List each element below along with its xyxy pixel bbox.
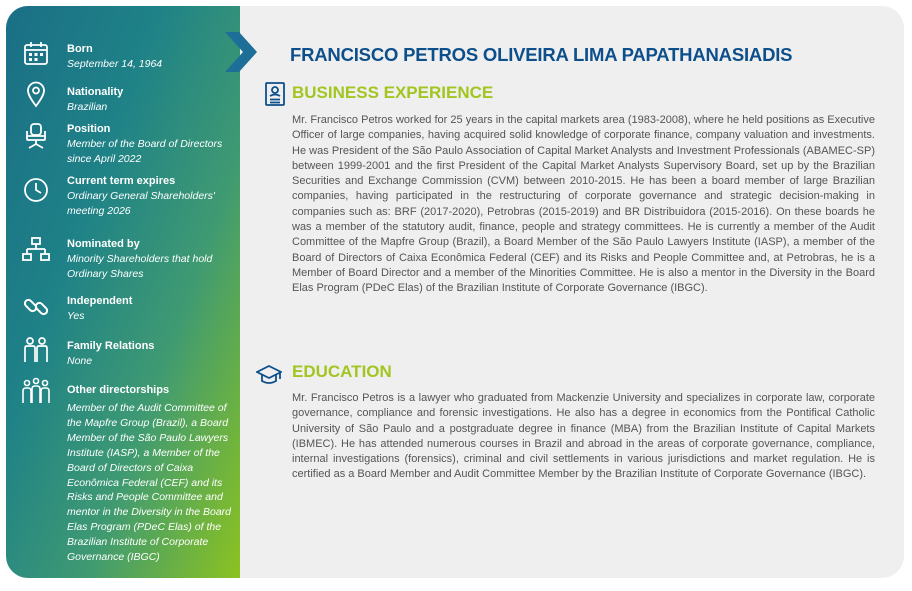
location-pin-icon bbox=[22, 80, 50, 108]
org-chart-icon bbox=[22, 236, 50, 264]
group-icon bbox=[22, 377, 50, 405]
born-value: September 14, 1964 bbox=[67, 58, 163, 70]
term-value: Ordinary General Shareholders' meeting 2026 bbox=[67, 190, 215, 217]
education-section-title: EDUCATION bbox=[292, 362, 392, 381]
business-section-title: BUSINESS EXPERIENCE bbox=[292, 83, 494, 102]
profile-main bbox=[246, 6, 896, 578]
position-value: Member of the Board of Directors since April 2022 bbox=[67, 138, 223, 165]
directorships-value: Member of the Audit Committee of the Mapfre Group (Brazil), a Board Member of the São Paulo Lawyers Institute (IASP), a Member of the Board of Directors of Caixa Econômica Federal (CEF) and its Risks and People Committee and mentor in the Diversity in the Board Elas Program (PDeC Elas) of the Brazilian Institute of Corporate Governance (IBGC) bbox=[67, 402, 231, 564]
born-label: Born bbox=[67, 43, 93, 55]
independent-value: Yes bbox=[67, 310, 85, 322]
people-pair-icon bbox=[22, 336, 50, 364]
link-icon bbox=[22, 293, 50, 321]
nominated-value: Minority Shareholders that hold Ordinary Shares bbox=[67, 253, 213, 280]
education-section-text: Mr. Francisco Petros is a lawyer who graduated from Mackenzie University and specializes in corporate law, corporate governance, compliance and forensic investigations. He also has a degree in economics from the Pontifical Catholic University of São Paulo and a postgraduate degree in finance (MBA) from the Brazilian Institute of Capital Markets (IBMEC). He has attended numerous courses in Brazil and abroad in the areas of corporate governance, compliance, internal investigations (forensics), criminal and civil settlements in various jurisdictions and market regulation. He is certified as a Board Member and Audit Committee Member by the Brazilian Institute of Corporate Governance (IBGC). bbox=[292, 392, 875, 481]
chair-icon bbox=[22, 122, 50, 150]
profile-card bbox=[6, 6, 904, 578]
directorships-label: Other directorships bbox=[67, 384, 170, 396]
graduation-cap-icon bbox=[256, 362, 282, 388]
nationality-value: Brazilian bbox=[67, 101, 108, 113]
position-label: Position bbox=[67, 123, 111, 135]
nationality-label: Nationality bbox=[67, 86, 124, 98]
term-label: Current term expires bbox=[67, 175, 176, 187]
profile-sidebar bbox=[6, 6, 240, 578]
business-section-text: Mr. Francisco Petros worked for 25 years in the capital markets area (1983-2008), where he held positions as Executive Officer of large companies, having acquired solid knowledge of corporate finance, company valuation and investments. He was President of the São Paulo Association of Capital Market Analysts and Investment Professionals (ABAMEC-SP) between 1999-2001 and the first President of the Capital Market Analysts Supervisory Board, set up by the Brazilian Securities and Exchange Commission (CVM) between 2010-2015. He has been a board member of large Brazilian companies, having participated in the restructuring of corporate governance and strategic decision-making in companies such as: BRF (2017-2020), Petrobras (2015-2019) and BR Distribuidora (2015-2016). On these boards he was a member of the statutory audit, finance, people and strategy committees. He is currently a member of the Audit Committee of the Mapfre Group (Brazil), a Board Member of the São Paulo Lawyers Institute (IASP), a member of the Board of Directors of Caixa Econômica Federal (CEF) and its Risks and People Committee and, at Petrobras, he is a Member of Board Director and a member of the Minorities Committee. He is also a mentor in the Diversity in the Board Elas Program (PDeC Elas) of the Brazilian Institute of Corporate Governance (IBGC). bbox=[292, 114, 875, 295]
calendar-icon bbox=[22, 40, 50, 68]
document-icon bbox=[262, 81, 288, 107]
nominated-label: Nominated by bbox=[67, 238, 140, 250]
page-title: FRANCISCO PETROS OLIVEIRA LIMA PAPATHANASIADIS bbox=[290, 44, 793, 65]
clock-icon bbox=[22, 176, 50, 204]
independent-label: Independent bbox=[67, 295, 133, 307]
family-label: Family Relations bbox=[67, 340, 155, 352]
family-value: None bbox=[67, 355, 93, 367]
